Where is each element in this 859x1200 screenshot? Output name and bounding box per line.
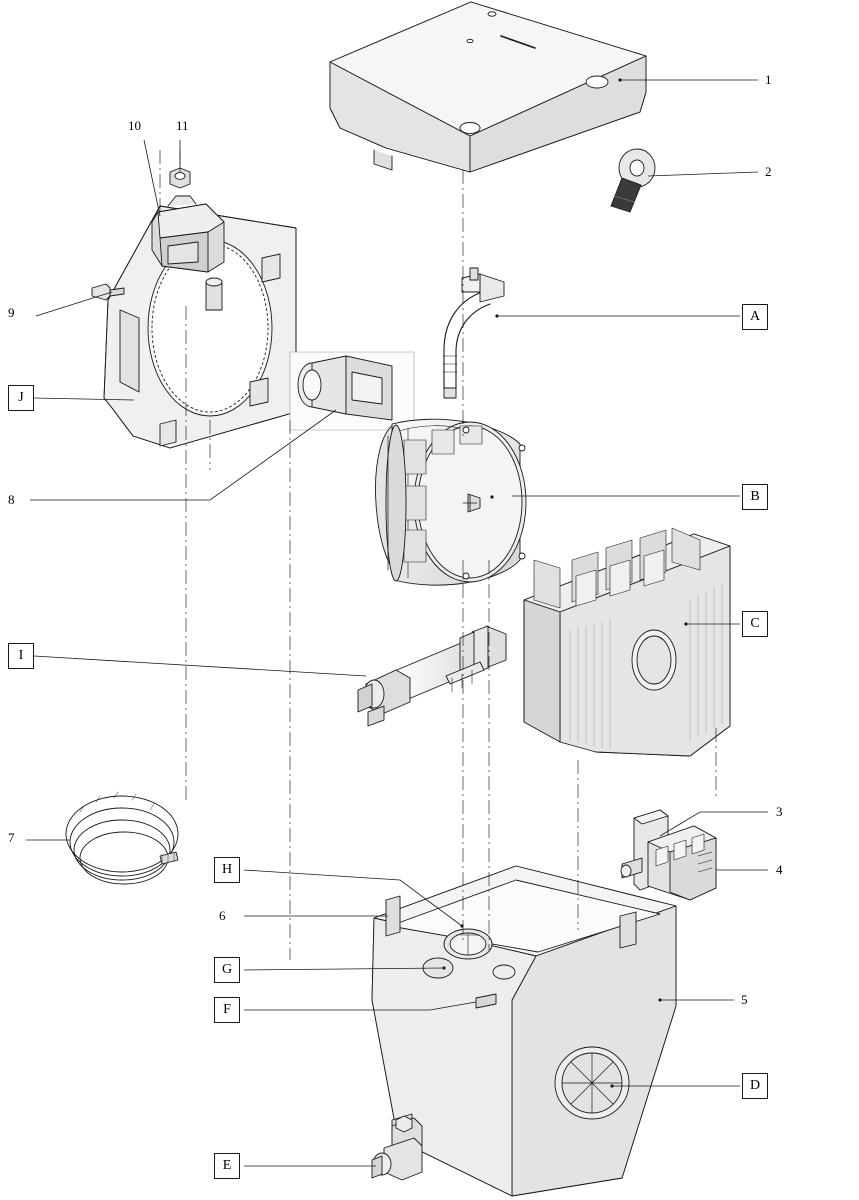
callout-box-E[interactable]: E (214, 1153, 240, 1179)
number-label-10: 10 (128, 118, 141, 133)
number-label-9: 9 (8, 305, 15, 320)
number-label-8: 8 (8, 492, 15, 507)
callout-box-C[interactable]: C (742, 611, 768, 637)
number-label-5: 5 (741, 992, 748, 1007)
part-media-basket-C (524, 528, 730, 756)
number-label-11: 11 (176, 118, 189, 133)
part-tape-roll (611, 149, 655, 212)
part-hose-coil-7 (66, 792, 178, 884)
callout-box-I[interactable]: I (8, 643, 34, 669)
callout-box-F[interactable]: F (214, 997, 240, 1023)
part-filter-drum-B (370, 419, 526, 585)
number-label-6: 6 (219, 908, 226, 923)
number-label-2: 2 (765, 164, 772, 179)
part-duct-8 (290, 352, 414, 430)
callout-box-H[interactable]: H (214, 857, 240, 883)
callout-box-A[interactable]: A (742, 304, 768, 330)
part-uv-unit-I (358, 626, 506, 726)
number-label-4: 4 (776, 862, 783, 877)
part-drain-valve-E (372, 1116, 422, 1180)
callout-box-J[interactable]: J (8, 385, 34, 411)
part-lid (330, 2, 646, 172)
number-label-3: 3 (776, 804, 783, 819)
number-label-7: 7 (8, 830, 15, 845)
callout-box-B[interactable]: B (742, 484, 768, 510)
number-label-1: 1 (765, 72, 772, 87)
callout-box-D[interactable]: D (742, 1073, 768, 1099)
callout-box-G[interactable]: G (214, 957, 240, 983)
part-hose-elbow-A (443, 268, 504, 398)
